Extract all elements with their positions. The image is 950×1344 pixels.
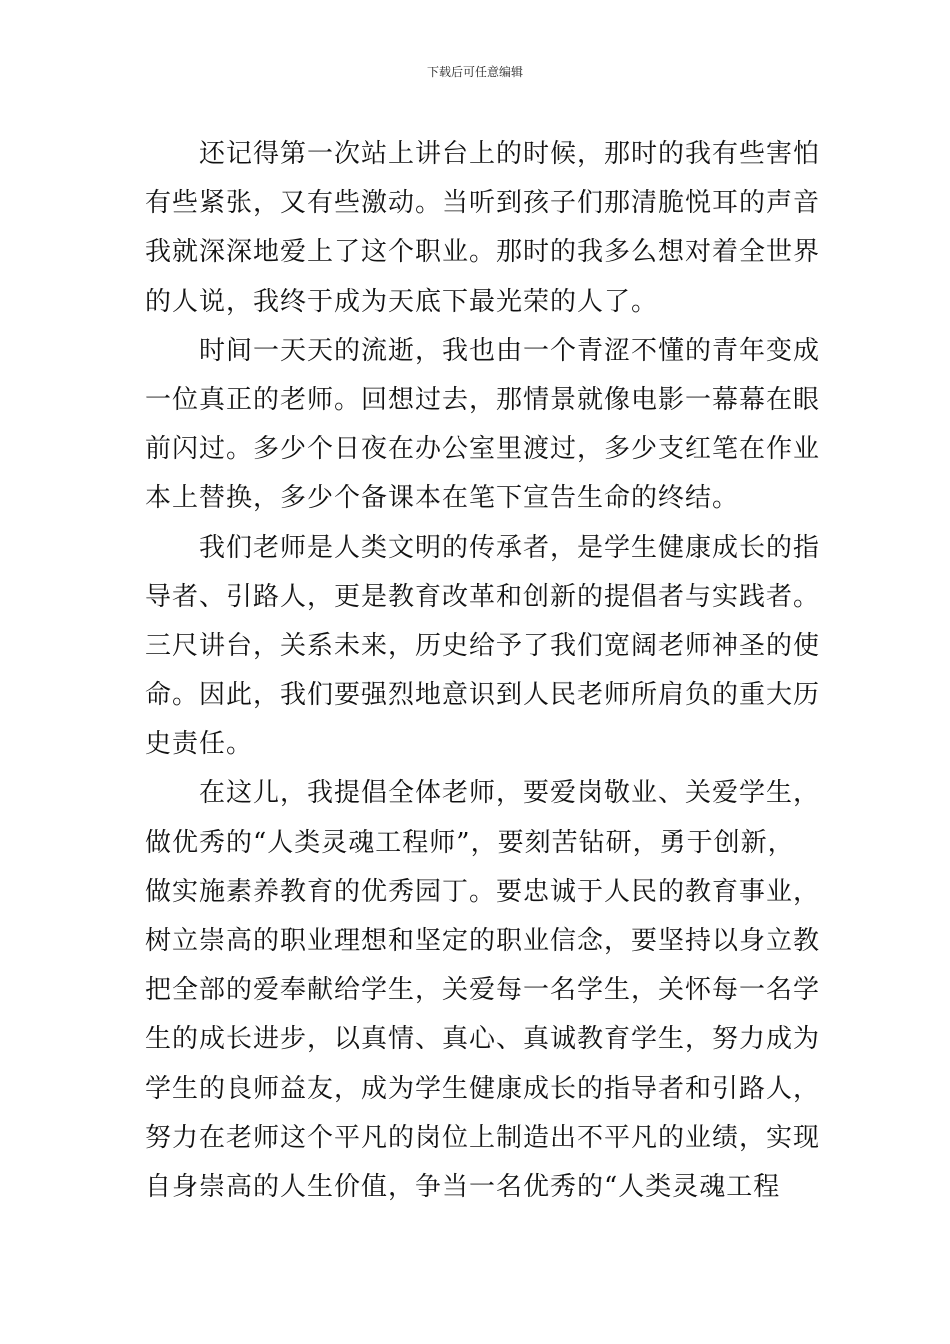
text-line: 努力在老师这个平凡的岗位上制造出不平凡的业绩，实现 bbox=[145, 1122, 821, 1153]
document-body bbox=[145, 130, 821, 1212]
page-header: 下载后可任意编辑 bbox=[426, 65, 523, 79]
text-line: 时间一天天的流逝，我也由一个青涩不懂的青年变成 bbox=[199, 335, 821, 366]
paragraph bbox=[145, 769, 821, 1212]
text-line: 史责任。 bbox=[145, 729, 254, 760]
text-line: 有些紧张，又有些激动。当听到孩子们那清脆悦耳的声音 bbox=[145, 188, 821, 219]
paragraph bbox=[145, 130, 821, 327]
text-line: 前闪过。多少个日夜在办公室里渡过，多少支红笔在作业 bbox=[145, 434, 821, 465]
paragraph bbox=[145, 327, 821, 524]
text-line: 生的成长进步，以真情、真心、真诚教育学生，努力成为 bbox=[145, 1024, 821, 1055]
text-line: 我们老师是人类文明的传承者，是学生健康成长的指 bbox=[199, 532, 821, 563]
text-line: 把全部的爱奉献给学生，关爱每一名学生，关怀每一名学 bbox=[145, 975, 821, 1006]
text-line: 本上替换，多少个备课本在笔下宣告生命的终结。 bbox=[145, 483, 740, 514]
text-line: 一位真正的老师。回想过去，那情景就像电影一幕幕在眼 bbox=[145, 384, 821, 415]
text-line: 做优秀的“人类灵魂工程师”，要刻苦钻研，勇于创新， bbox=[145, 827, 795, 858]
text-line: 学生的良师益友，成为学生健康成长的指导者和引路人， bbox=[145, 1073, 821, 1104]
text-line: 树立崇高的职业理想和坚定的职业信念，要坚持以身立教 bbox=[145, 926, 821, 956]
paragraph bbox=[145, 524, 821, 770]
text-line: 在这儿，我提倡全体老师，要爱岗敬业、关爱学生， bbox=[199, 778, 821, 809]
text-line: 导者、引路人，更是教育改革和创新的提倡者与实践者。 bbox=[145, 581, 821, 612]
text-line: 三尺讲台，关系未来，历史给予了我们宽阔老师神圣的使 bbox=[145, 630, 821, 661]
text-line: 自身崇高的人生价值，争当一名优秀的“人类灵魂工程 bbox=[145, 1171, 781, 1202]
text-line: 还记得第一次站上讲台上的时候，那时的我有些害怕 bbox=[199, 139, 821, 169]
text-line: 的人说，我终于成为天底下最光荣的人了。 bbox=[145, 286, 659, 317]
text-line: 命。因此，我们要强烈地意识到人民老师所肩负的重大历 bbox=[145, 680, 821, 711]
text-line: 我就深深地爱上了这个职业。那时的我多么想对着全世界 bbox=[145, 237, 821, 268]
text-line: 做实施素养教育的优秀园丁。要忠诚于人民的教育事业， bbox=[145, 876, 821, 907]
